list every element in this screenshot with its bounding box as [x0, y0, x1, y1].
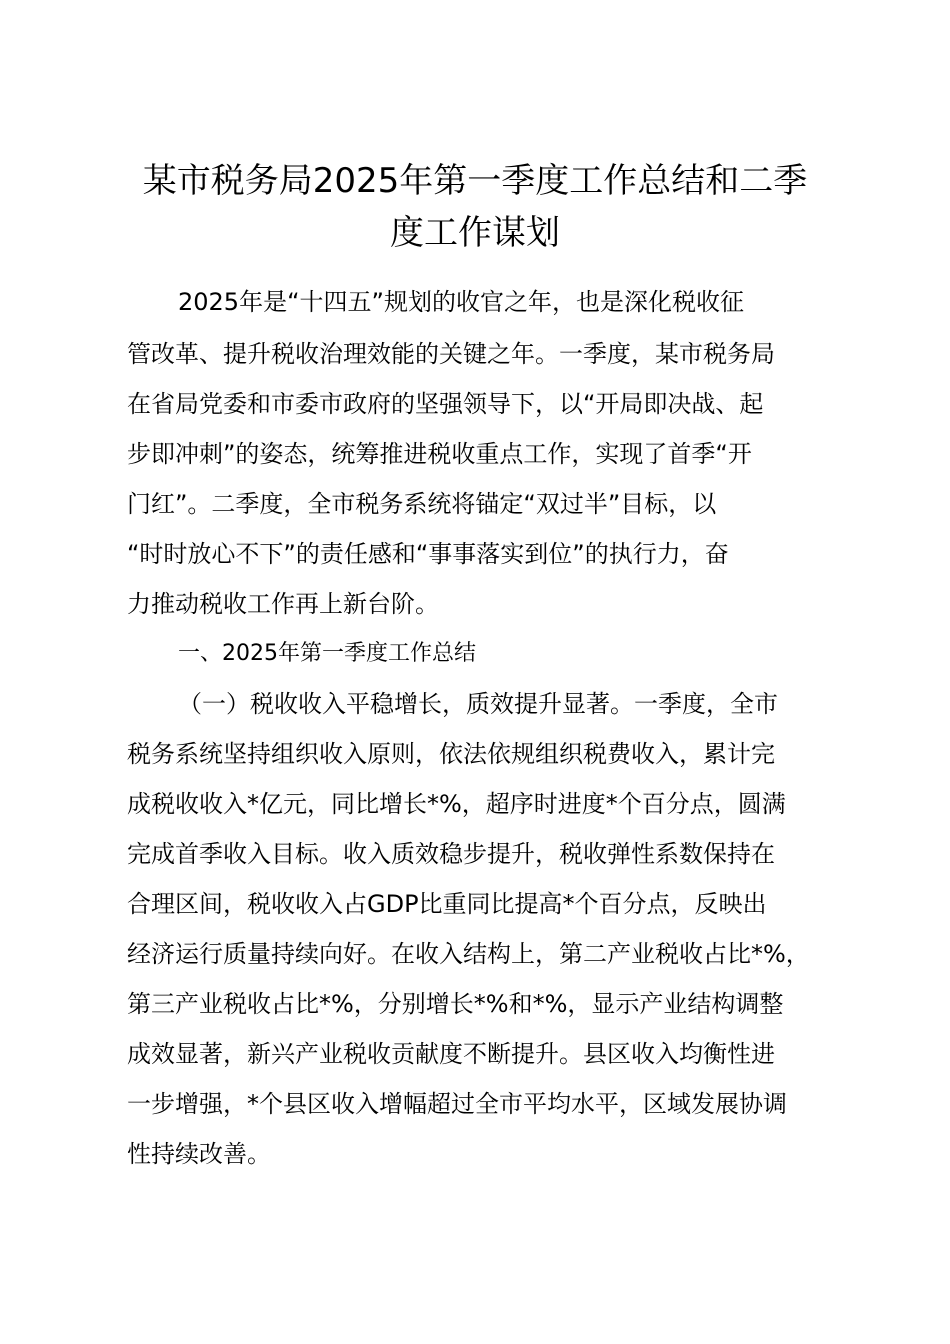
subsection-paragraph-line: 一步增强，*个县区收入增幅超过全市平均水平，区域发展协调: [127, 1090, 787, 1118]
intro-paragraph-line: 步即冲刺”的姿态，统筹推进税收重点工作，实现了首季“开: [127, 440, 752, 468]
subsection-paragraph-line: 成效显著，新兴产业税收贡献度不断提升。县区收入均衡性进: [127, 1040, 775, 1068]
subsection-paragraph-line: 性持续改善。: [127, 1140, 271, 1168]
subsection-paragraph-line: 税务系统坚持组织收入原则，依法依规组织税费收入，累计完: [127, 740, 775, 768]
intro-paragraph-line: 力推动税收工作再上新台阶。: [127, 590, 439, 618]
section-heading: 一、2025年第一季度工作总结: [178, 641, 476, 666]
intro-paragraph-line: 在省局党委和市委市政府的坚强领导下，以“开局即决战、起: [127, 390, 764, 418]
subsection-paragraph-line: 完成首季收入目标。收入质效稳步提升，税收弹性系数保持在: [127, 840, 775, 868]
intro-paragraph-line: 管改革、提升税收治理效能的关键之年。一季度，某市税务局: [127, 340, 775, 368]
subsection-paragraph-line: 成税收收入*亿元，同比增长*%，超序时进度*个百分点，圆满: [127, 790, 786, 818]
intro-paragraph-line: 门红”。二季度，全市税务系统将锚定“双过半”目标，以: [127, 490, 717, 518]
intro-paragraph-line: “时时放心不下”的责任感和“事事落实到位”的执行力，奋: [127, 540, 729, 568]
document-title-line-1: 某市税务局2025年第一季度工作总结和二季: [142, 161, 808, 201]
document-title-line-2: 度工作谋划: [390, 213, 560, 253]
intro-paragraph-line: 2025年是“十四五”规划的收官之年，也是深化税收征: [178, 288, 744, 316]
subsection-paragraph-line: （一）税收收入平稳增长，质效提升显著。一季度，全市: [178, 690, 778, 718]
subsection-paragraph-line: 合理区间，税收收入占GDP比重同比提高*个百分点，反映出: [127, 890, 767, 918]
subsection-paragraph-line: 第三产业税收占比*%，分别增长*%和*%，显示产业结构调整: [127, 990, 784, 1018]
subsection-paragraph-line: 经济运行质量持续向好。在收入结构上，第二产业税收占比*%，: [127, 940, 810, 968]
